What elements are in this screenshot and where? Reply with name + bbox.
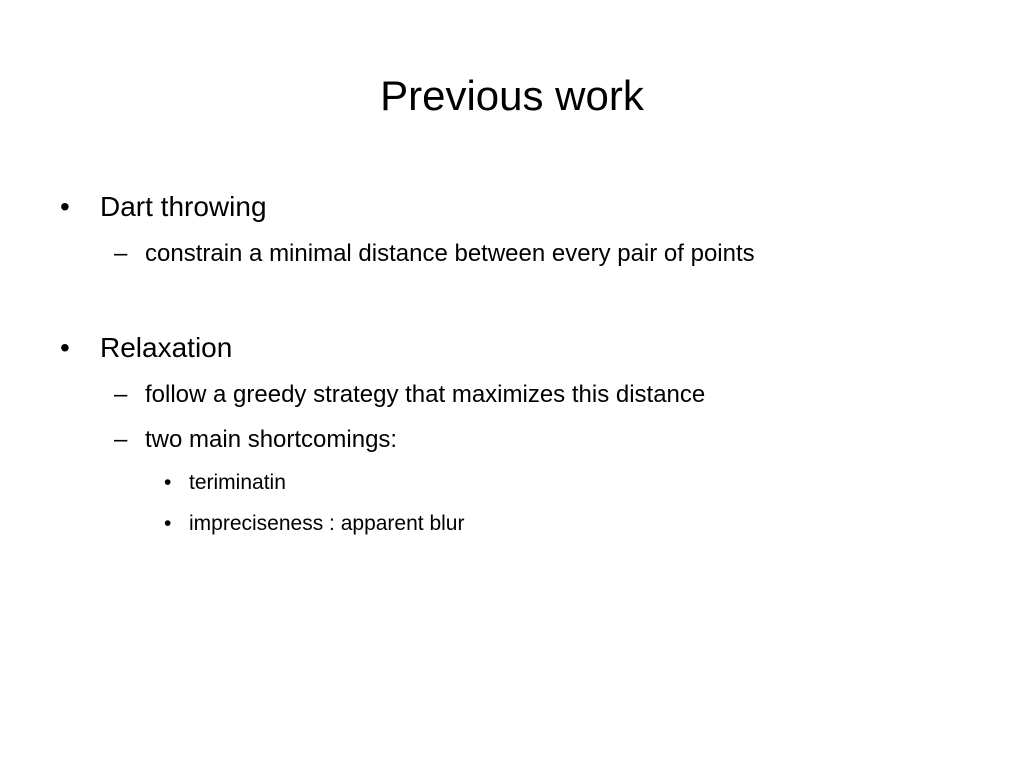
bullet-item-dart-throwing: Dart throwing: [100, 191, 267, 222]
small-bullet-icon: •: [164, 471, 172, 494]
bullet-icon: •: [60, 332, 70, 363]
dash-icon: –: [114, 381, 128, 408]
sub-item-shortcomings: two main shortcomings:: [145, 426, 398, 453]
dash-icon: –: [114, 426, 128, 453]
dash-icon: –: [114, 240, 128, 267]
sub-item-constrain: constrain a minimal distance between every pair of points: [145, 240, 755, 267]
sub-item-greedy-strategy: follow a greedy strategy that maximizes this distance: [145, 381, 706, 408]
small-bullet-icon: •: [164, 512, 172, 535]
bullet-item-relaxation: Relaxation: [100, 332, 233, 363]
slide-title: Previous work: [380, 72, 644, 119]
sub-sub-item-terminatin: teriminatin: [189, 471, 286, 494]
bullet-icon: •: [60, 191, 70, 222]
sub-sub-item-impreciseness: impreciseness : apparent blur: [189, 512, 465, 535]
